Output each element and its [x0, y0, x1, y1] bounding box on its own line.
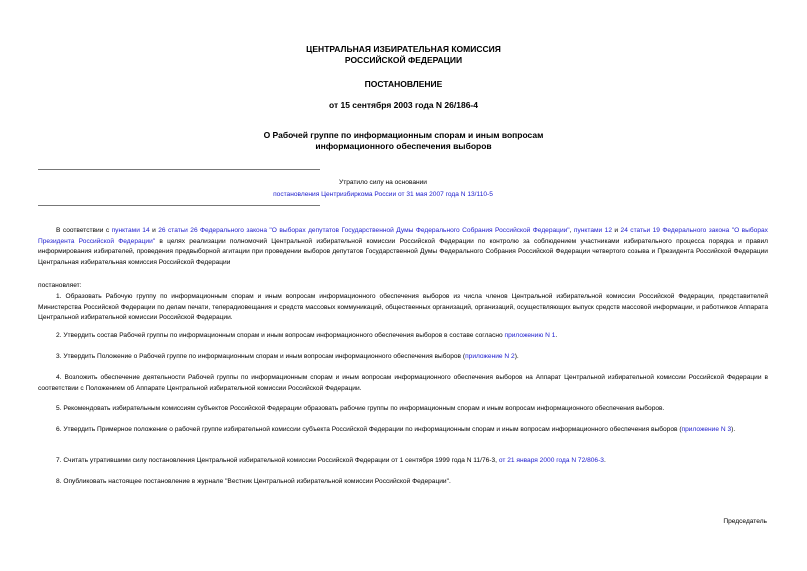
item-7 [38, 456, 768, 467]
preamble-text: и [149, 227, 159, 234]
law-link-p14[interactable]: пунктами 14 [111, 227, 150, 234]
status-note: Утратило силу на основании [339, 179, 427, 186]
law-link-p12[interactable]: пунктами 12 [573, 227, 612, 234]
item-4: 4. Возложить обеспечение деятельности Рабочей группы по информационным спорам и иным вопросам информационного обеспечения выборов на Аппарат Центральной избирательной комиссии Российской Федерации в соответствии с Положением об Аппарате Центральной избирательной комиссии Российской Федерации. [38, 374, 768, 392]
item-6 [38, 425, 768, 436]
law-link-duma[interactable]: 26 статьи 26 Федерального закона "О выборах депутатов Государственной Думы Федерального Собрания Российской Федерации" [158, 227, 570, 234]
document-title-line2: информационного обеспечения выборов [315, 141, 492, 151]
item-text: 3. Утвердить Положение о Рабочей группе по информационным спорам и иным вопросам информационного обеспечения выборов ( [56, 353, 466, 360]
item-5: 5. Рекомендовать избирательным комиссиям субъектов Российской Федерации образовать рабочие группы по информационным спорам и иным вопросам информационного обеспечения выборов. [56, 405, 665, 412]
item-text: . [603, 457, 606, 464]
appendix-1-link[interactable]: приложению N 1 [504, 332, 556, 339]
status-note-link-row [38, 189, 728, 201]
item-3 [38, 352, 768, 363]
org-name-line2: РОССИЙСКОЙ ФЕДЕРАЦИИ [344, 55, 463, 65]
item-text: ). [731, 426, 736, 433]
document-type: ПОСТАНОВЛЕНИЕ [364, 79, 443, 89]
document-title-line1: О Рабочей группе по информационным спорам и иным вопросам [263, 130, 544, 140]
org-name-line1: ЦЕНТРАЛЬНАЯ ИЗБИРАТЕЛЬНАЯ КОМИССИЯ [306, 44, 501, 54]
preamble-text: и [611, 227, 621, 234]
appendix-2-link[interactable]: приложение N 2 [465, 353, 515, 360]
preamble-text: в целях реализации полномочий Центральной избирательной комиссии Российской Федерации по контролю за соблюдением участниками избирательного процесса порядка и правил информирования избирателей, проведения предвыборной агитации при проведении выборов депутатов Государственной Думы Федерального Собрания Российской Федерации четвертого созыва и Президента Российской Федерации Центральная избирательная комиссия Российской Федерации [38, 237, 768, 266]
appendix-3-link[interactable]: приложение N 3 [681, 426, 732, 433]
preamble-text: , [569, 227, 574, 234]
item-text: 6. Утвердить Примерное положение о рабочей группе избирательной комиссии субъекта Российской Федерации по информационным спорам и иным вопросам информационного обеспечения выборов ( [56, 426, 682, 433]
item-text: 7. Считать утратившими силу постановления Центральной избирательной комиссии Российской Федерации от 1 сентября 1999 года N 11/76-3, [56, 457, 499, 464]
divider-bottom [38, 205, 320, 206]
preamble [38, 226, 768, 268]
item-text: ). [514, 353, 519, 360]
item-2 [38, 331, 768, 342]
item-text: . [555, 332, 558, 339]
preamble-text: В соответствии с [56, 227, 112, 234]
signature-chairman: Председатель [723, 518, 767, 525]
law-link-president[interactable]: 24 статьи 19 Федерального закона "О выборах Президента Российской Федерации" [38, 227, 768, 245]
item-text: 2. Утвердить состав Рабочей группы по информационным спорам и иным вопросам информационного обеспечения выборов в составе согласно [56, 332, 505, 339]
document-date-number: от 15 сентября 2003 года N 26/186-4 [328, 100, 478, 110]
repeal-link[interactable]: постановления Центризбиркома России от 31 мая 2007 года N 13/110-5 [273, 191, 493, 198]
item-8: 8. Опубликовать настоящее постановление в журнале "Вестник Центральной избирательной комиссии Российской Федерации". [56, 478, 451, 485]
resolves-label: постановляет: [38, 282, 82, 289]
item-1: 1. Образовать Рабочую группу по информационным спорам и иным вопросам информационного обеспечения выборов из числа членов Центральной избирательной комиссии Российской Федерации, представителей Министерства Российской Федерации по делам печати, телерадиовещания и средств массовых коммуникаций, общественных организаций, организаций, осуществляющих выпуск средств массовой информации, и работников Аппарата Центральной избирательной комиссии Российской Федерации. [38, 293, 768, 321]
divider-top [38, 169, 320, 170]
repealed-resolution-link[interactable]: от 21 января 2000 года N 72/806-3 [498, 457, 604, 464]
